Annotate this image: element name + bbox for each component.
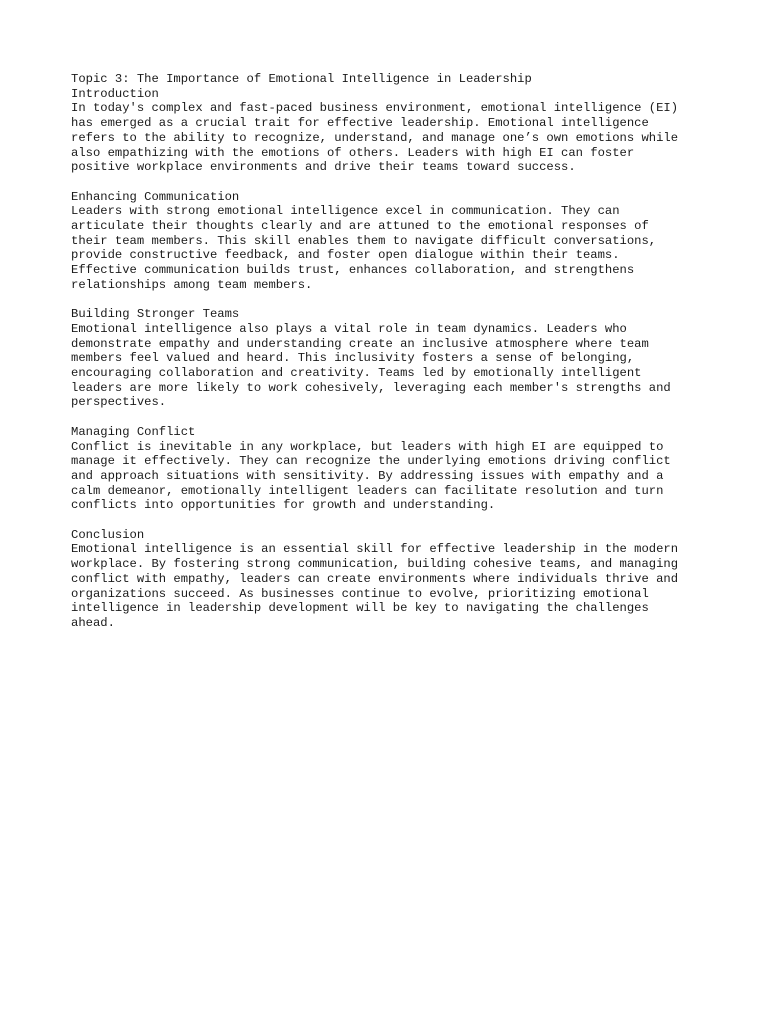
paragraph-line: leaders are more likely to work cohesively, leveraging each member's strengths and (71, 380, 671, 395)
paragraph-spacer (71, 410, 711, 425)
section-body (71, 322, 711, 410)
paragraph-line: positive workplace environments and drive their teams toward success. (71, 160, 576, 175)
paragraph-line: their team members. This skill enables them to navigate difficult conversations, (71, 233, 657, 248)
paragraph-line: has emerged as a crucial trait for effective leadership. Emotional intelligence (71, 116, 649, 131)
paragraph-line: refers to the ability to recognize, understand, and manage one’s own emotions while (71, 130, 679, 145)
document-page (71, 72, 711, 631)
section-building-stronger-teams (71, 307, 711, 410)
paragraph-line: Emotional intelligence is an essential skill for effective leadership in the modern (71, 542, 679, 557)
section-introduction (71, 87, 711, 175)
paragraph-line: encouraging collaboration and creativity. Teams led by emotionally intelligent (71, 366, 642, 381)
section-body (71, 542, 711, 630)
paragraph-spacer (71, 293, 711, 308)
paragraph-line: relationships among team members. (71, 277, 313, 292)
paragraph-line: ahead. (71, 615, 115, 630)
paragraph-line: also empathizing with the emotions of others. Leaders with high EI can foster (71, 145, 635, 160)
section-conclusion (71, 528, 711, 631)
paragraph-line: perspectives. (71, 395, 167, 410)
paragraph-line: provide constructive feedback, and foster open dialogue within their teams. (71, 248, 620, 263)
paragraph-line: conflict with empathy, leaders can create environments where individuals thrive and (71, 571, 679, 586)
document-title: Topic 3: The Importance of Emotional Intelligence in Leadership (71, 72, 532, 86)
section-body (71, 204, 711, 292)
paragraph-line: articulate their thoughts clearly and are attuned to the emotional responses of (71, 219, 649, 234)
section-enhancing-communication (71, 190, 711, 293)
section-heading: Enhancing Communication (71, 189, 240, 204)
section-heading: Managing Conflict (71, 424, 196, 439)
paragraph-line: Conflict is inevitable in any workplace, but leaders with high EI are equipped to (71, 439, 664, 454)
paragraph-line: calm demeanor, emotionally intelligent leaders can facilitate resolution and turn (71, 483, 664, 498)
paragraph-line: Effective communication builds trust, enhances collaboration, and strengthens (71, 263, 635, 278)
paragraph-line: manage it effectively. They can recognize the underlying emotions driving conflict (71, 454, 671, 469)
paragraph-line: organizations succeed. As businesses continue to evolve, prioritizing emotional (71, 586, 649, 601)
section-managing-conflict (71, 425, 711, 513)
section-heading: Conclusion (71, 527, 145, 542)
section-heading: Building Stronger Teams (71, 307, 240, 322)
section-body (71, 440, 711, 514)
paragraph-line: intelligence in leadership development will be key to navigating the challenges (71, 601, 649, 616)
paragraph-line: workplace. By fostering strong communication, building cohesive teams, and managing (71, 557, 679, 572)
paragraph-spacer (71, 175, 711, 190)
paragraph-line: and approach situations with sensitivity. By addressing issues with empathy and a (71, 468, 664, 483)
paragraph-spacer (71, 513, 711, 528)
paragraph-line: Leaders with strong emotional intelligence excel in communication. They can (71, 204, 620, 219)
paragraph-line: demonstrate empathy and understanding create an inclusive atmosphere where team (71, 336, 649, 351)
paragraph-line: conflicts into opportunities for growth and understanding. (71, 498, 496, 513)
paragraph-line: members feel valued and heard. This inclusivity fosters a sense of belonging, (71, 351, 635, 366)
paragraph-line: In today's complex and fast-paced business environment, emotional intelligence (EI) (71, 101, 679, 116)
paragraph-line: Emotional intelligence also plays a vital role in team dynamics. Leaders who (71, 321, 627, 336)
section-heading: Introduction (71, 86, 159, 101)
section-body (71, 101, 711, 175)
